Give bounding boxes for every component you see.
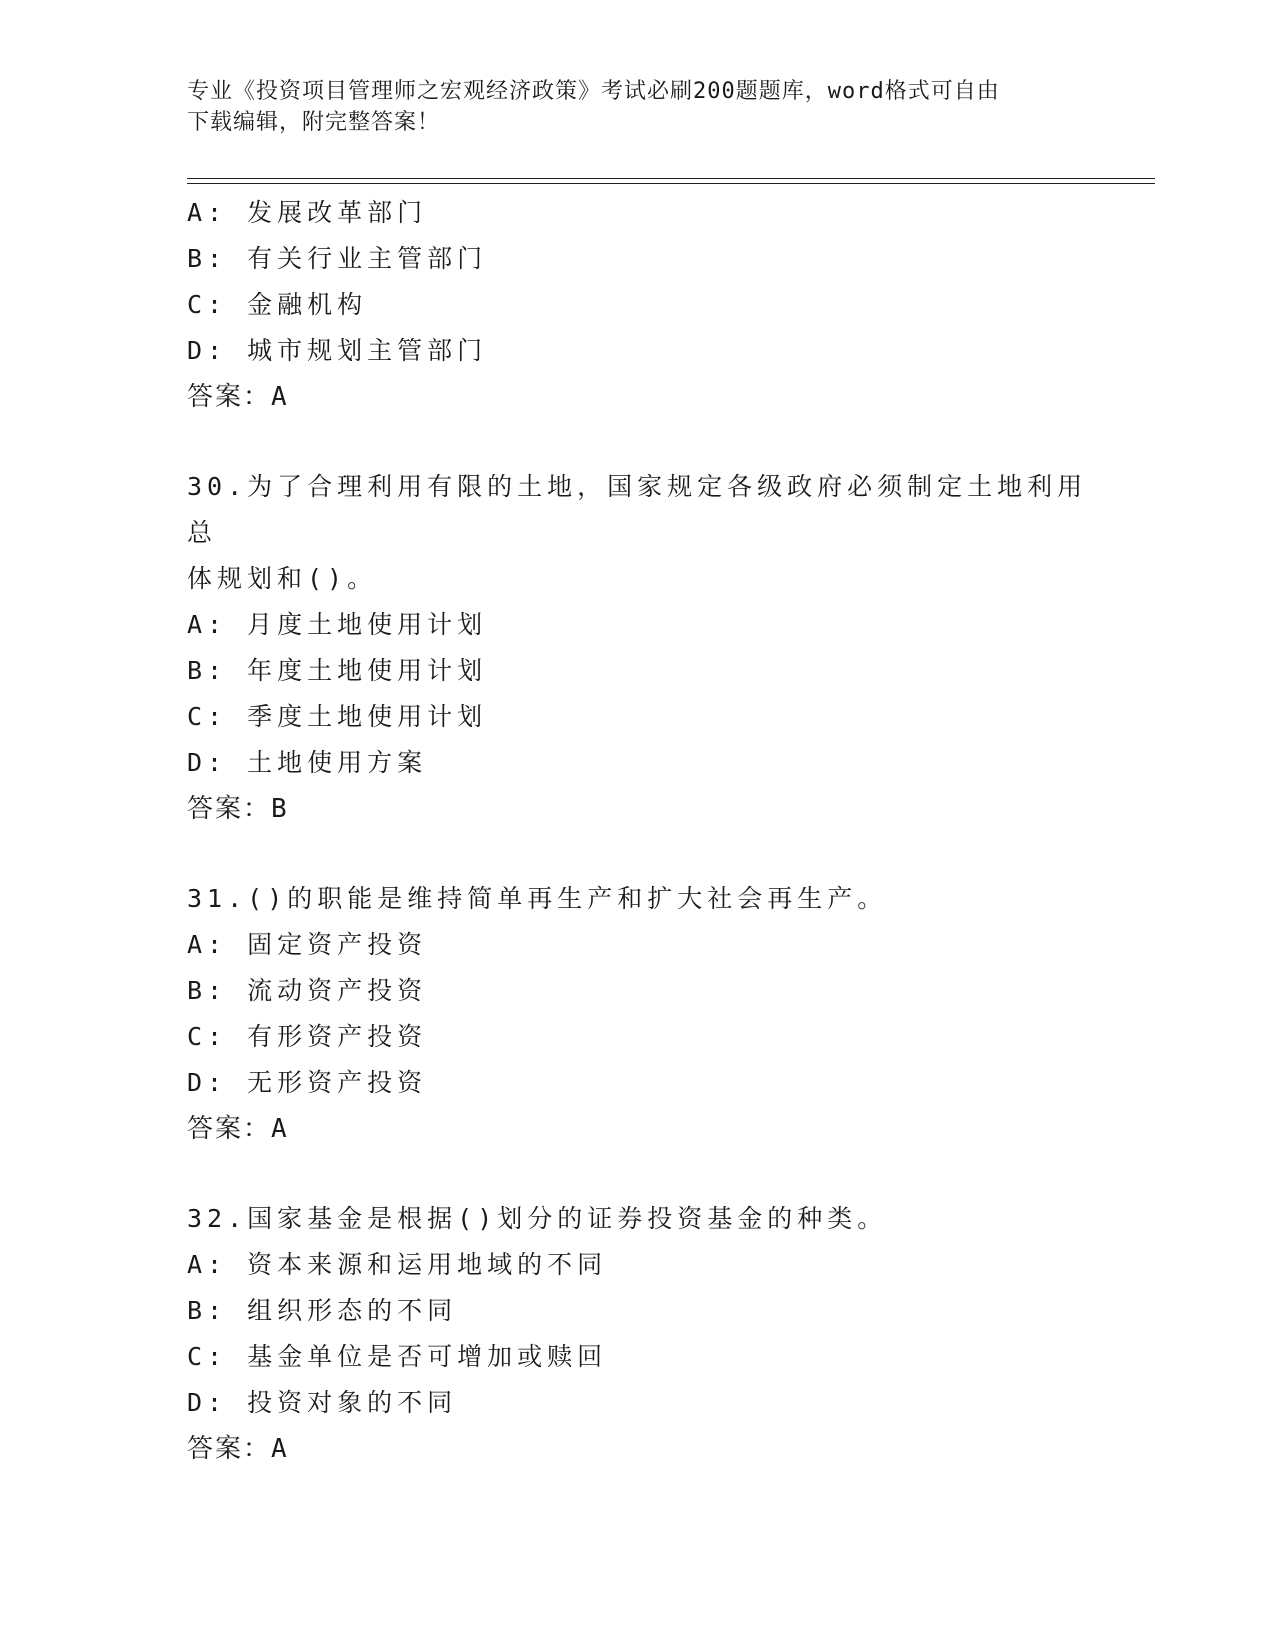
- answer-label: 答案：: [187, 794, 272, 824]
- answer-label: 答案：: [187, 1434, 272, 1464]
- question-text: [187, 464, 1107, 602]
- option-b: B: 流动资产投资: [187, 976, 428, 1005]
- option-c: C: 有形资产投资: [187, 1022, 428, 1051]
- option-d: D: 土地使用方案: [187, 748, 428, 777]
- answer-value: A: [271, 1434, 289, 1464]
- option-c: C: 金融机构: [187, 290, 368, 319]
- answer-line: [187, 374, 1107, 420]
- answer-line: [187, 1106, 1107, 1152]
- option-d: D: 投资对象的不同: [187, 1388, 458, 1417]
- header-divider-top: [187, 178, 1155, 179]
- header-divider-bottom: [187, 183, 1155, 184]
- answer-line: [187, 786, 1107, 832]
- answer-line: [187, 1426, 1107, 1472]
- question-text: [187, 876, 1107, 922]
- option-c: C: 季度土地使用计划: [187, 702, 488, 731]
- option-c: C: 基金单位是否可增加或赎回: [187, 1342, 608, 1371]
- answer-label: 答案：: [187, 382, 272, 412]
- question-block-continued: [187, 190, 1107, 420]
- document-header: [187, 76, 1067, 138]
- question-list: [187, 190, 1107, 1472]
- option-a: A: 固定资产投资: [187, 930, 428, 959]
- option-a: A: 发展改革部门: [187, 198, 428, 227]
- option-b: B: 有关行业主管部门: [187, 244, 488, 273]
- header-line-2: 下载编辑，附完整答案！: [187, 110, 441, 135]
- question-text-line-1: 31.()的职能是维持简单再生产和扩大社会再生产。: [187, 884, 888, 913]
- header-line-1: 专业《投资项目管理师之宏观经济政策》考试必刷200题题库，word格式可自由: [187, 79, 1000, 104]
- option-d: D: 无形资产投资: [187, 1068, 428, 1097]
- option-b: B: 年度土地使用计划: [187, 656, 488, 685]
- option-a: A: 资本来源和运用地域的不同: [187, 1250, 608, 1279]
- option-b: B: 组织形态的不同: [187, 1296, 458, 1325]
- question-text-line-1: 32.国家基金是根据()划分的证券投资基金的种类。: [187, 1204, 888, 1233]
- question-text-line-1: 30.为了合理利用有限的土地，国家规定各级政府必须制定土地利用总: [187, 472, 1088, 547]
- question-block-31: [187, 876, 1107, 1152]
- option-a: A: 月度土地使用计划: [187, 610, 488, 639]
- option-d: D: 城市规划主管部门: [187, 336, 488, 365]
- answer-value: B: [271, 794, 289, 824]
- answer-label: 答案：: [187, 1114, 272, 1144]
- question-block-30: [187, 464, 1107, 832]
- question-text: [187, 1196, 1107, 1242]
- answer-value: A: [271, 382, 289, 412]
- question-block-32: [187, 1196, 1107, 1472]
- answer-value: A: [271, 1114, 289, 1144]
- question-text-line-2: 体规划和()。: [187, 564, 378, 593]
